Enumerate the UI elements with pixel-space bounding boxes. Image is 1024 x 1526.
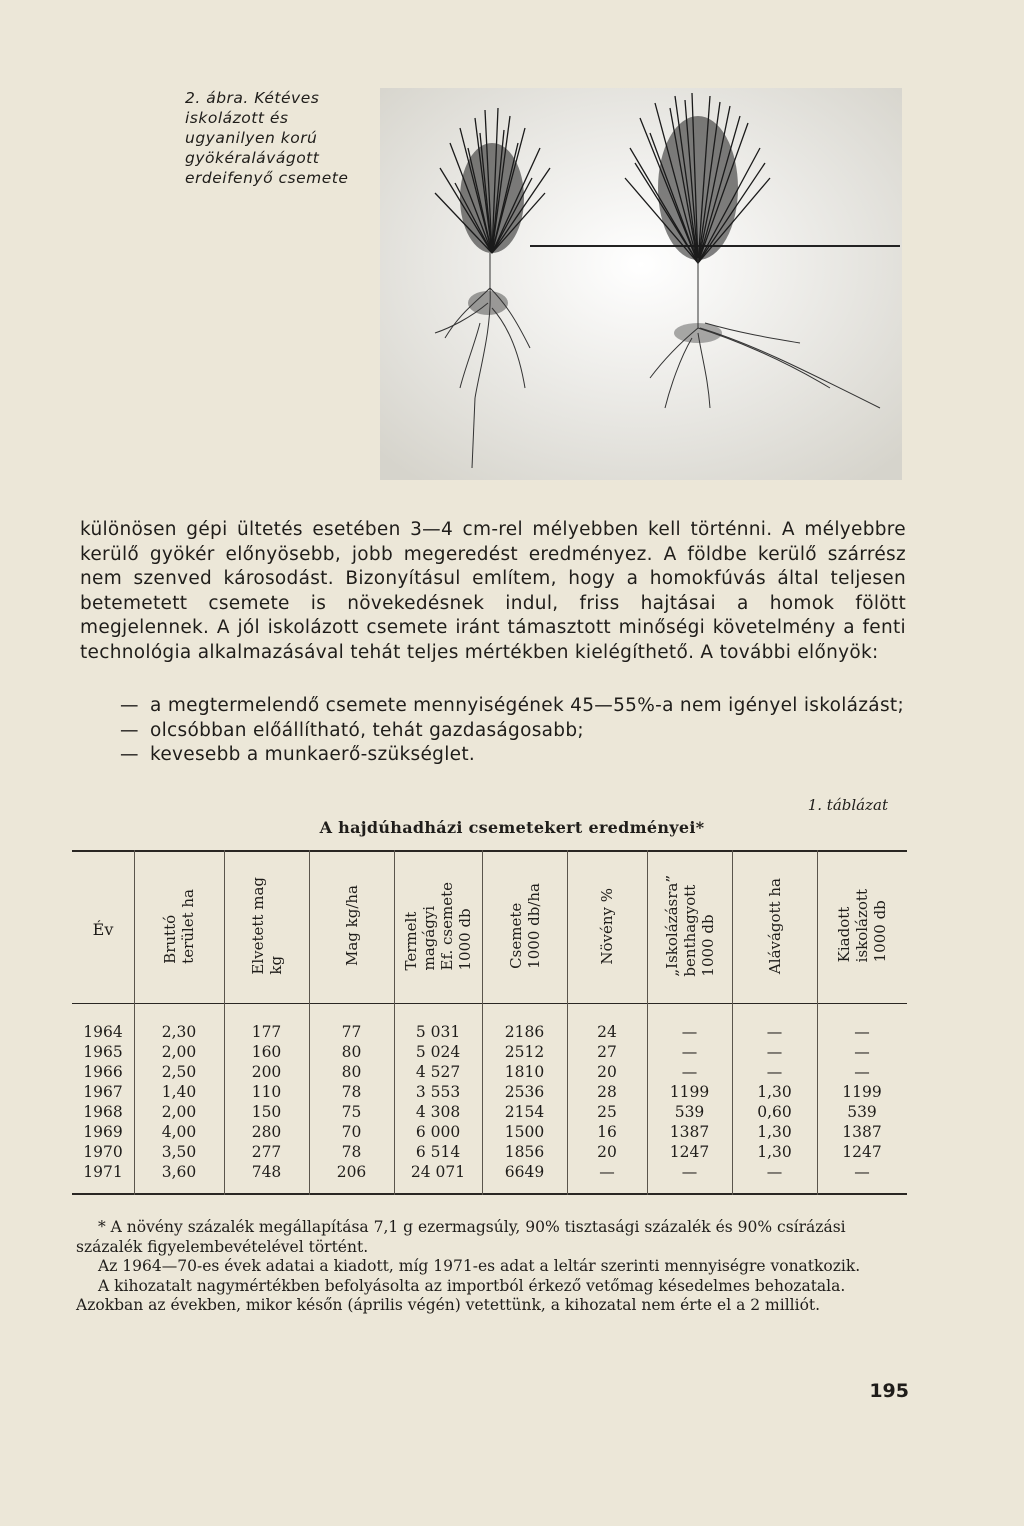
table-cell: 1810 (504, 1063, 545, 1081)
header-csemete-per-ha (482, 852, 567, 1000)
table-cell: 160 (251, 1043, 282, 1061)
header-termelt-csemete (394, 852, 482, 1000)
table-cell: 78 (341, 1083, 362, 1101)
header-kiadott (817, 852, 907, 1000)
table-row (72, 1143, 907, 1163)
table-cell: 539 (674, 1103, 705, 1121)
table-cell: 1964 (83, 1023, 123, 1041)
table-cell: 2154 (504, 1103, 545, 1121)
paragraph-text: különösen gépi ültetés esetében 3—4 cm-rel mélyebben kell történni. A mélyebbre kerülő gyökér előnyösebb, jobb megeredést eredményez. A földbe kerülő szárrész nem szenved károsodást. Bizonyításul említem, hogy a homokfúvás által teljesen betemetett csemete is növekedésnek indul, friss hajtásai a homok fölött megjelennek. A jól iskolázott csemete iránt támasztott minőségi követelmény a fenti technológia alkalmazásával tehát teljes mértékben kielégíthető. A további előnyök: (80, 519, 906, 663)
table-cell: 1965 (83, 1043, 123, 1061)
header-text: Alávágott ha (765, 877, 784, 975)
list-item (120, 694, 906, 719)
table-cell: 150 (251, 1103, 282, 1121)
table-cell: 177 (251, 1023, 282, 1041)
table-cell: 280 (251, 1123, 282, 1141)
advantages-list (120, 694, 906, 768)
table-row (72, 1083, 907, 1103)
table-cell: 2512 (504, 1043, 545, 1061)
table-cell: — (854, 1163, 870, 1181)
list-dash: — (120, 719, 139, 741)
table-cell: 2,00 (161, 1103, 197, 1121)
table-cell: 748 (251, 1163, 282, 1181)
table-cell: — (681, 1023, 698, 1041)
table-bottom-rule (72, 1193, 907, 1195)
table-cell: 2,50 (161, 1063, 197, 1081)
table-cell: 3 553 (415, 1083, 461, 1101)
table-cell: 539 (847, 1103, 877, 1121)
table-cell: 110 (251, 1083, 282, 1101)
table-row (72, 1123, 907, 1143)
table-cell: 1247 (842, 1143, 882, 1161)
table-cell: 1199 (842, 1083, 882, 1101)
list-dash: — (120, 744, 139, 765)
table-cell: 6 514 (415, 1143, 461, 1161)
table-cell: — (854, 1043, 870, 1061)
table-cell: 1,30 (757, 1143, 792, 1161)
header-text: Csemete 1000 db/ha (506, 883, 543, 969)
table-cell: 1966 (83, 1063, 123, 1081)
header-ev: Év (92, 920, 114, 939)
table-cell: 0,60 (757, 1103, 792, 1121)
list-item (120, 743, 906, 768)
table-cell: 1970 (83, 1143, 123, 1161)
header-alavagott (732, 852, 817, 1000)
table-cell: 1971 (83, 1163, 123, 1181)
table-cell: 20 (597, 1143, 617, 1161)
header-brutto-terulet (134, 852, 224, 1000)
table-cell: 5 024 (415, 1043, 461, 1061)
table-cell: 1967 (83, 1083, 123, 1101)
table-cell: 25 (597, 1103, 617, 1121)
table-row (72, 1063, 907, 1083)
footnote: Az 1964—70-es évek adatai a kiadott, míg 1971-es adat a leltár szerinti mennyiségre vonatkozik. (98, 1257, 861, 1275)
table-cell: 28 (597, 1083, 617, 1101)
table-cell: 2186 (504, 1023, 545, 1041)
table-cell: 4 527 (415, 1063, 461, 1081)
header-text: Elvetett mag kg (248, 877, 285, 975)
table-cell: — (854, 1063, 870, 1081)
table-header-rule (72, 1003, 907, 1004)
table-cell: 3,60 (161, 1163, 197, 1181)
table-cell: 24 071 (410, 1163, 466, 1181)
table-cell: 20 (597, 1063, 617, 1081)
table-cell: 6649 (504, 1163, 545, 1181)
header-elvetett-mag (224, 852, 309, 1000)
list-item (120, 719, 906, 744)
table-row (72, 1103, 907, 1123)
header-text: Kiadott iskolázott 1000 db (835, 889, 889, 963)
table-row (72, 1163, 907, 1183)
table-row (72, 1043, 907, 1063)
table-cell: 1387 (842, 1123, 882, 1141)
table-cell: 1387 (669, 1123, 710, 1141)
table-cell: 2,30 (161, 1023, 197, 1041)
seedlings-photo (380, 88, 902, 480)
table-cell: 1,30 (757, 1083, 792, 1101)
table-cell: 27 (597, 1043, 617, 1061)
table-cell: — (681, 1063, 698, 1081)
header-noveny-szazalek (567, 852, 647, 1000)
table-cell: 200 (251, 1063, 282, 1081)
table-cell: 4 308 (415, 1103, 461, 1121)
header-text: Mag kg/ha (342, 885, 361, 967)
table-cell: 78 (341, 1143, 362, 1161)
footnote: A kihozatalt nagymértékben befolyásolta az importból érkező vetőmag késedelmes behozatala. Azokban az években, mikor későn (április végén) vetettünk, a kihozatal nem érte el a 2 milliót. (76, 1276, 846, 1314)
header-text: Bruttó terület ha (161, 888, 197, 964)
table-cell: 77 (341, 1023, 362, 1041)
page-number: 195 (869, 1380, 909, 1402)
table-cell: 4,00 (161, 1123, 197, 1141)
pine-seedlings-icon (380, 88, 902, 480)
table-label: 1. táblázat (807, 796, 888, 814)
table-cell: — (599, 1163, 615, 1181)
table-cell: 5 031 (415, 1023, 461, 1041)
table-cell: 1,40 (161, 1083, 197, 1101)
table-cell: — (766, 1043, 783, 1061)
list-item-text: a megtermelendő csemete mennyiségének 45—55%-a nem igényel iskolázást; (150, 695, 904, 716)
table-cell: 70 (341, 1123, 362, 1141)
header-text: Termelt magágyi Ef. csemete 1000 db (402, 881, 474, 971)
table-cell: — (681, 1163, 698, 1181)
table-cell: 1968 (83, 1103, 123, 1121)
table-cell: — (766, 1163, 783, 1181)
footnote: * A növény százalék megállapítása 7,1 g ezermagsúly, 90% tisztasági százalék és 90% csírázási százalék figyelembevételével történt. (76, 1218, 846, 1256)
table-cell: 6 000 (415, 1123, 461, 1141)
header-text: Növény % (598, 887, 616, 965)
table-cell: 1,30 (757, 1123, 792, 1141)
table-cell: 1199 (669, 1083, 710, 1101)
results-table (72, 850, 907, 1195)
table-cell: 277 (251, 1143, 282, 1161)
header-mag-kg-ha (309, 852, 394, 1000)
table-cell: — (766, 1063, 783, 1081)
table-cell: 80 (341, 1063, 362, 1081)
list-item-text: olcsóbban előállítható, tehát gazdaságosabb; (150, 719, 584, 741)
footnotes (76, 1218, 908, 1316)
table-cell: 2,00 (161, 1043, 197, 1061)
table-cell: 80 (341, 1043, 362, 1061)
table-cell: 1500 (504, 1123, 545, 1141)
table-cell: 1247 (669, 1143, 710, 1161)
table-cell: 3,50 (161, 1143, 197, 1161)
table-cell: 1856 (504, 1143, 545, 1161)
table-cell: — (854, 1023, 870, 1041)
figure-caption: 2. ábra. Kétéves iskolázott és ugyanilyen korú gyökéralávágott erdeifenyő csemete (185, 89, 349, 187)
table-cell: — (681, 1043, 698, 1061)
table-cell: 1969 (83, 1123, 123, 1141)
table-cell: — (766, 1023, 783, 1041)
table-cell: 75 (341, 1103, 362, 1121)
table-row (72, 1023, 907, 1043)
table-cell: 24 (597, 1023, 617, 1041)
table-title: A hajdúhadházi csemetekert eredményei* (319, 818, 705, 837)
table-cell: 206 (336, 1163, 367, 1181)
table-cell: 2536 (504, 1083, 545, 1101)
header-text: „Iskolázásra” benthagyott 1000 db (662, 875, 717, 977)
header-iskolazasra (647, 852, 732, 1000)
body-paragraph (80, 518, 906, 665)
list-item-text: kevesebb a munkaerő-szükséglet. (150, 744, 476, 765)
table-cell: 16 (597, 1123, 617, 1141)
list-dash: — (120, 695, 139, 716)
